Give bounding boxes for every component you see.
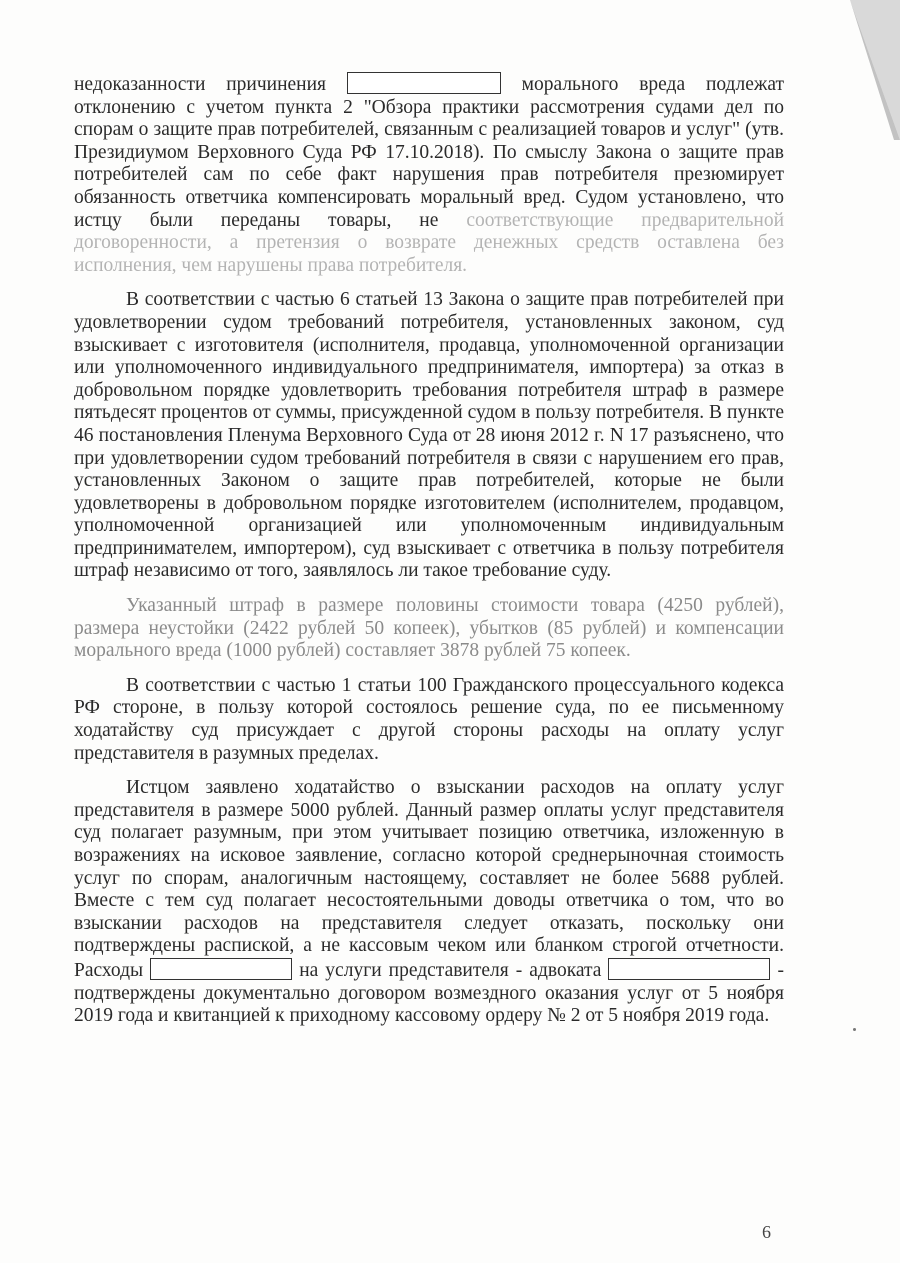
paragraph-text: - подтверждены документально договором возмездного оказания услуг от 5 ноября 2019 года и квитанцией к приходному кассовому ордеру № 2 от 5 ноября 2019 года. [74, 959, 785, 1027]
redacted-field [150, 958, 292, 980]
paragraph-moral-harm [74, 72, 784, 277]
page-corner-shadow [820, 0, 900, 140]
paragraph-text: Истцом заявлено ходатайство о взыскании расходов на оплату услуг представителя в размере 5000 рублей. Данный размер оплаты услуг представителя суд полагает разумным, при этом учитывает позицию ответчика, изложенную в возражениях на исковое заявление, согласно которой среднерыночная стоимость услуг по спорам, аналогичным настоящему, составляет не более 5688 рублей. Вместе с тем суд полагает несостоятельными доводы ответчика о том, что во взыскании расходов на представителя следует отказать, поскольку они подтверждены распиской, а не кассовым чеком или бланком строгой отчетности. Расходы [74, 777, 784, 981]
faded-text: соответствующие предварительной договоренности, а претензия о возврате денежных средств оставлена без исполнения, чем нарушены права потребителя. [74, 209, 785, 276]
scan-speck [853, 1028, 856, 1031]
paragraph-fine: В соответствии с частью 6 статьей 13 Закона о защите прав потребителей при удовлетворении судом требований потребителя, установленных законом, суд взыскивает с изготовителя (исполнителя, продавца, уполномоченной организации или уполномоченного индивидуального предпринимателя, импортера) за отказ в добровольном порядке удовлетворить требования потребителя штраф в размере пятьдесят процентов от суммы, присужденной судом в пользу потребителя. В пункте 46 постановления Пленума Верховного Суда от 28 июня 2012 г. N 17 разъяснено, что при удовлетворении судом требований потребителя в связи с нарушением его прав, установленных Законом о защите прав потребителей, которые не были удовлетворены в добровольном порядке изготовителем (исполнителем, продавцом, уполномоченной организацией или уполномоченным индивидуальным предпринимателем, импортером), суд взыскивает с ответчика в пользу потребителя штраф независимо от того, заявлялось ли такое требование суду. [74, 289, 784, 582]
redacted-field [347, 72, 501, 94]
paragraph-representative-costs [74, 777, 784, 1028]
paragraph-text: недоказанности причинения [74, 74, 327, 95]
paragraph-text: морального вреда подлежат отклонению с учетом пункта 2 "Обзора практики рассмотрения судами дел по спорам о защите прав потребителей, связанным с реализацией товаров и услуг" (утв. Президиумом Верховного Суда РФ 17.10.2018). По смыслу Закона о защите прав потребителей сам по себе факт нарушения прав потребителя презюмирует обязанность ответчика компенсировать моральный вред. Судом установлено, что истцу были переданы товары, не [74, 74, 785, 231]
paragraph-fine-amount: Указанный штраф в размере половины стоимости товара (4250 рублей), размера неустойки (2422 рублей 50 копеек), убытков (85 рублей) и компенсации морального вреда (1000 рублей) составляет 3878 рублей 75 копеек. [74, 595, 784, 662]
redacted-field [608, 958, 770, 980]
paragraph-court-costs: В соответствии с частью 1 статьи 100 Гражданского процессуального кодекса РФ стороне, в пользу которой состоялось решение суда, по ее письменному ходатайству суд присуждает с другой стороны расходы на оплату услуг представителя в разумных пределах. [74, 674, 784, 764]
paragraph-text: на услуги представителя - адвоката [299, 959, 602, 981]
body-text [74, 72, 784, 1028]
page-number: 6 [762, 1222, 771, 1242]
